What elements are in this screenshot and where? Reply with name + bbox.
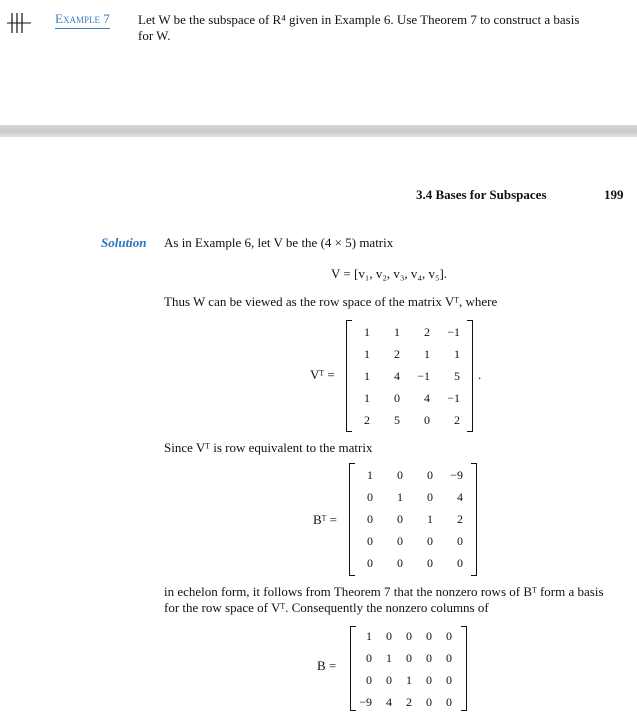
solution-label: Solution bbox=[101, 235, 147, 250]
matrix-cell: 2 bbox=[454, 412, 460, 427]
matrix-cell: 0 bbox=[366, 650, 372, 665]
matrix-cell: 0 bbox=[426, 650, 432, 665]
matrix-cell: 1 bbox=[406, 672, 412, 687]
matrix-cell: 0 bbox=[386, 628, 392, 643]
running-header: 3.4 Bases for Subspaces bbox=[416, 187, 547, 202]
matrix-cell: 2 bbox=[394, 346, 400, 361]
matrix-cell: 0 bbox=[446, 672, 452, 687]
matrix-cell: 0 bbox=[406, 650, 412, 665]
page-separator bbox=[0, 125, 637, 137]
matrix-cell: 0 bbox=[446, 694, 452, 709]
matrix-cell: 4 bbox=[424, 390, 430, 405]
matrix-cell: 1 bbox=[364, 346, 370, 361]
bt-cells bbox=[357, 464, 463, 574]
matrix-cell: 4 bbox=[394, 368, 400, 383]
right-bracket bbox=[461, 626, 467, 711]
matrix-cell: 0 bbox=[397, 467, 403, 482]
matrix-cell: 1 bbox=[397, 489, 403, 504]
solution-line-1: As in Example 6, let V be the (4 × 5) matrix bbox=[164, 235, 394, 250]
solution-line-3: Since Vᵀ is row equivalent to the matrix bbox=[164, 440, 373, 455]
matrix-cell: 1 bbox=[364, 390, 370, 405]
example-line-2: for W. bbox=[138, 28, 171, 43]
matrix-cell: −1 bbox=[447, 390, 460, 405]
matrix-cell: 0 bbox=[366, 672, 372, 687]
matrix-cell: 1 bbox=[427, 511, 433, 526]
vt-label: Vᵀ = bbox=[310, 367, 335, 382]
matrix-cell: 0 bbox=[424, 412, 430, 427]
matrix-cell: 1 bbox=[364, 368, 370, 383]
bt-label: Bᵀ = bbox=[313, 512, 337, 527]
matrix-cell: 2 bbox=[364, 412, 370, 427]
matrix-cell: 2 bbox=[457, 511, 463, 526]
matrix-cell: 0 bbox=[367, 533, 373, 548]
matrix-cell: 0 bbox=[426, 694, 432, 709]
matrix-cell: 0 bbox=[427, 533, 433, 548]
matrix-cell: 0 bbox=[446, 628, 452, 643]
right-bracket bbox=[467, 320, 473, 432]
vt-matrix bbox=[346, 320, 473, 432]
matrix-cell: 0 bbox=[394, 390, 400, 405]
left-bracket bbox=[346, 320, 352, 432]
matrix-cell: 0 bbox=[367, 555, 373, 570]
matrix-cell: 0 bbox=[397, 555, 403, 570]
matrix-cell: 0 bbox=[427, 489, 433, 504]
matrix-cell: 1 bbox=[394, 324, 400, 339]
right-bracket bbox=[471, 463, 477, 576]
matrix-cell: 0 bbox=[386, 672, 392, 687]
matrix-cell: 0 bbox=[426, 628, 432, 643]
matrix-cell: 4 bbox=[457, 489, 463, 504]
matrix-cell: 1 bbox=[386, 650, 392, 665]
vt-cells bbox=[354, 321, 460, 431]
matrix-cell: 0 bbox=[446, 650, 452, 665]
matrix-cell: 0 bbox=[426, 672, 432, 687]
matrix-cell: 5 bbox=[394, 412, 400, 427]
matrix-cell: 0 bbox=[406, 628, 412, 643]
matrix-cell: 2 bbox=[424, 324, 430, 339]
matrix-cell: 1 bbox=[367, 467, 373, 482]
vt-trailing-period: . bbox=[478, 367, 482, 382]
b-label: B = bbox=[317, 658, 337, 673]
solution-line-5: for the row space of Vᵀ. Consequently the nonzero columns of bbox=[164, 600, 489, 615]
matrix-cell: 0 bbox=[367, 511, 373, 526]
solution-line-4: in echelon form, it follows from Theorem 7 that the nonzero rows of Bᵀ form a basis bbox=[164, 584, 604, 599]
matrix-cell: −1 bbox=[447, 324, 460, 339]
matrix-cell: 0 bbox=[397, 511, 403, 526]
matrix-cell: −9 bbox=[359, 694, 372, 709]
matrix-cell: 0 bbox=[457, 533, 463, 548]
matrix-cell: 0 bbox=[427, 555, 433, 570]
matrix-cell: 2 bbox=[406, 694, 412, 709]
example-label: Example 7 bbox=[55, 11, 110, 29]
matrix-cell: 1 bbox=[424, 346, 430, 361]
margin-marker-icon bbox=[6, 11, 32, 35]
matrix-cell: −1 bbox=[417, 368, 430, 383]
matrix-cell: 0 bbox=[367, 489, 373, 504]
equation-v: V = [v₁, v₂, v₃, v₄, v₅]. bbox=[331, 266, 448, 281]
matrix-cell: 4 bbox=[386, 694, 392, 709]
matrix-cell: 0 bbox=[427, 467, 433, 482]
left-bracket bbox=[349, 463, 355, 576]
b-cells bbox=[354, 625, 452, 713]
matrix-cell: 1 bbox=[454, 346, 460, 361]
matrix-cell: 0 bbox=[457, 555, 463, 570]
solution-line-2: Thus W can be viewed as the row space of the matrix Vᵀ, where bbox=[164, 294, 498, 309]
matrix-cell: 1 bbox=[364, 324, 370, 339]
matrix-cell: 5 bbox=[454, 368, 460, 383]
matrix-cell: 0 bbox=[397, 533, 403, 548]
bt-matrix bbox=[349, 463, 477, 576]
matrix-cell: −9 bbox=[450, 467, 463, 482]
page-number: 199 bbox=[604, 187, 624, 202]
b-matrix bbox=[350, 626, 467, 711]
matrix-cell: 1 bbox=[366, 628, 372, 643]
example-line-1: Let W be the subspace of R⁴ given in Example 6. Use Theorem 7 to construct a basis bbox=[138, 12, 580, 27]
